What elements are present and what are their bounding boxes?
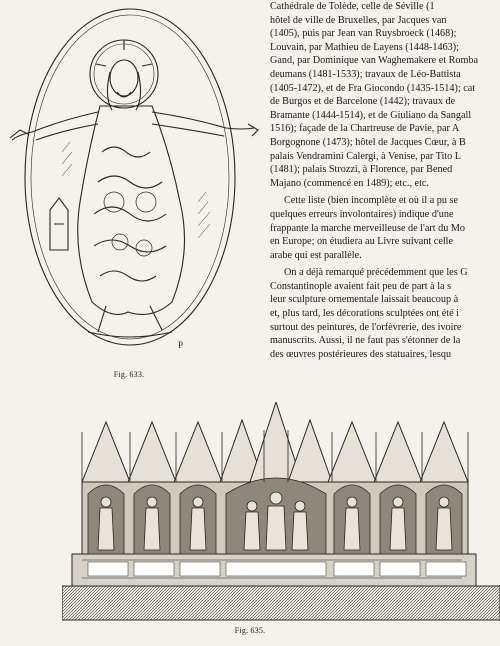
text-line: Borgognone (1473); hôtel de Jacques Cœur, à B <box>270 136 466 148</box>
text-line: arabe qui est parallèle. <box>270 249 362 261</box>
text-line: Majano (commencé en 1489); etc., etc. <box>270 177 429 189</box>
figure-635 <box>62 402 500 624</box>
text-line: de Burgos et de Barcelone (1442); travaux de <box>270 96 456 108</box>
text-line: Cette liste (bien incomplète et où il a pu se <box>284 195 458 207</box>
text-line: en Europe; on étudiera au Livre suivant celle <box>270 236 454 248</box>
text-line: (1405-1472), et de Fra Giocondo (1435-1514); cat <box>270 82 476 94</box>
text-line: (1405), puis par Jean van Ruysbroeck (1468); <box>270 28 457 40</box>
engraver-monogram: P <box>178 340 184 350</box>
text-line: manuscrits. Aussi, il ne faut pas s'étonner de la <box>270 335 461 347</box>
gothic-altarpiece-engraving <box>62 402 500 624</box>
text-line: des œuvres postérieures des statuaires, lesqu <box>270 348 452 360</box>
christ-mandorla-engraving <box>2 2 260 352</box>
text-line: On a déjà remarqué précédemment que les G <box>284 267 468 279</box>
text-line: Bramante (1444-1514), et de Giuliano da Sangall <box>270 109 472 121</box>
text-line: surtout des peintures, de l'orfèvrerie, des ivoire <box>270 321 462 333</box>
text-line: leur sculpture ornementale laissait beaucoup à <box>270 294 459 306</box>
figure-635-caption: Fig. 635. <box>234 626 266 635</box>
text-line: Louvain, par Mathieu de Layens (1448-1463); <box>270 41 459 53</box>
text-line: frappante la marche merveilleuse de l'art du Mo <box>270 222 466 234</box>
text-line: (1481); palais Strozzi, à Florence, par Bened <box>270 164 453 176</box>
figure-633 <box>2 2 260 370</box>
text-line: Gand, par Dominique van Waghemakere et Romba <box>270 55 479 67</box>
paragraph-3 <box>270 266 500 361</box>
text-line: quelques erreurs involontaires) indique d'une <box>270 208 454 220</box>
paragraph-2 <box>270 194 500 262</box>
text-line: Cathédrale de Tolède, celle de Séville (1 <box>270 1 435 12</box>
text-line: et, plus tard, les décorations sculptées ont été i <box>270 308 459 320</box>
text-line: 1516); façade de la Chartreuse de Pavie, par A <box>270 123 460 135</box>
text-line: hôtel de ville de Bruxelles, par Jacques van <box>270 14 447 26</box>
text-line: palais Vendramini Calergi, à Venise, par Tito L <box>270 150 461 162</box>
paragraph-1 <box>270 0 500 190</box>
text-column <box>270 0 500 412</box>
figure-633-caption: Fig. 633. <box>113 370 145 379</box>
text-line: Constantinople avaient fait peu de part à la s <box>270 280 452 292</box>
text-line: deumans (1481-1533); travaux de Léo-Battista <box>270 68 461 80</box>
